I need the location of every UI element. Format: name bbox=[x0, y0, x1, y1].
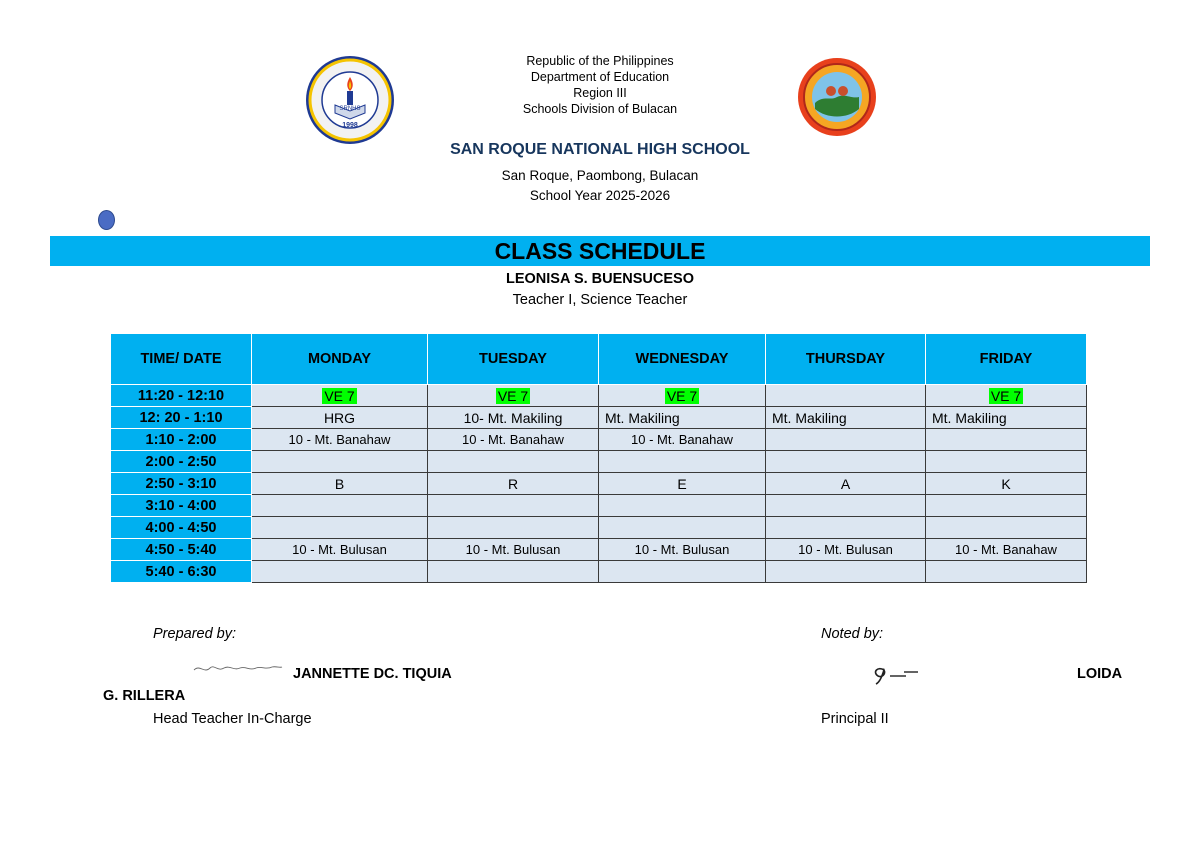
noter-name-first: LOIDA bbox=[1077, 666, 1123, 682]
schedule-cell bbox=[926, 495, 1087, 517]
schedule-cell bbox=[428, 451, 599, 473]
schedule-cell bbox=[926, 517, 1087, 539]
schedule-cell: Mt. Makiling bbox=[599, 407, 766, 429]
schedule-cell bbox=[252, 385, 428, 407]
gov-line-deped: Department of Education bbox=[530, 70, 670, 84]
schedule-cell: B bbox=[252, 473, 428, 495]
schedule-cell bbox=[926, 429, 1087, 451]
schedule-cell: 10 - Mt. Banahaw bbox=[599, 429, 766, 451]
header-time-date: TIME/ DATE bbox=[111, 334, 252, 385]
schedule-cell bbox=[252, 561, 428, 583]
table-row bbox=[111, 561, 1087, 583]
schedule-cell: 10 - Mt. Banahaw bbox=[252, 429, 428, 451]
schedule-cell: 10 - Mt. Bulusan bbox=[766, 539, 926, 561]
noter-title: Principal II bbox=[821, 711, 889, 727]
prepared-by-label: Prepared by: bbox=[153, 626, 237, 642]
table-row bbox=[111, 429, 1087, 451]
schedule-cell: 10 - Mt. Banahaw bbox=[428, 429, 599, 451]
division-seal-logo bbox=[797, 57, 877, 137]
schedule-cell bbox=[599, 517, 766, 539]
schedule-cell bbox=[252, 495, 428, 517]
schedule-cell: Mt. Makiling bbox=[926, 407, 1087, 429]
schedule-cell bbox=[428, 385, 599, 407]
bullet-marker bbox=[98, 210, 115, 230]
school-year: School Year 2025-2026 bbox=[529, 188, 671, 203]
teacher-position: Teacher I, Science Teacher bbox=[512, 292, 688, 308]
schedule-cell: 10- Mt. Makiling bbox=[428, 407, 599, 429]
time-cell: 12: 20 - 1:10 bbox=[111, 407, 252, 429]
schedule-cell: HRG bbox=[252, 407, 428, 429]
schedule-cell bbox=[926, 385, 1087, 407]
schedule-cell: 10 - Mt. Banahaw bbox=[926, 539, 1087, 561]
government-header bbox=[440, 53, 760, 117]
preparer-title: Head Teacher In-Charge bbox=[153, 711, 312, 727]
table-header-row bbox=[111, 334, 1087, 385]
school-name: SAN ROQUE NATIONAL HIGH SCHOOL bbox=[450, 141, 750, 158]
table-row bbox=[111, 473, 1087, 495]
schedule-cell bbox=[252, 517, 428, 539]
highlighted-class: VE 7 bbox=[666, 387, 698, 404]
schedule-cell bbox=[766, 385, 926, 407]
schedule-cell bbox=[926, 561, 1087, 583]
noter-name-last: G. RILLERA bbox=[103, 688, 186, 704]
time-cell: 4:00 - 4:50 bbox=[111, 517, 252, 539]
schedule-cell bbox=[766, 451, 926, 473]
table-row bbox=[111, 385, 1087, 407]
schedule-cell: Mt. Makiling bbox=[766, 407, 926, 429]
schedule-cell bbox=[428, 561, 599, 583]
gov-line-division: Schools Division of Bulacan bbox=[522, 102, 678, 116]
principal-signature bbox=[870, 664, 922, 686]
time-cell: 4:50 - 5:40 bbox=[111, 539, 252, 561]
header-monday: MONDAY bbox=[252, 334, 428, 385]
teacher-name: LEONISA S. BUENSUCESO bbox=[506, 271, 694, 287]
highlighted-class: VE 7 bbox=[990, 387, 1022, 404]
schedule-cell bbox=[766, 495, 926, 517]
school-seal-logo bbox=[305, 55, 395, 145]
schedule-title-banner: CLASS SCHEDULE bbox=[50, 236, 1150, 266]
svg-text:1998: 1998 bbox=[342, 122, 358, 129]
schedule-cell bbox=[428, 495, 599, 517]
schedule-cell bbox=[599, 385, 766, 407]
schedule-cell: A bbox=[766, 473, 926, 495]
table-row bbox=[111, 451, 1087, 473]
class-schedule-table bbox=[110, 333, 1087, 583]
gov-line-region: Region III bbox=[573, 86, 627, 100]
time-cell: 2:50 - 3:10 bbox=[111, 473, 252, 495]
time-cell: 5:40 - 6:30 bbox=[111, 561, 252, 583]
header-tuesday: TUESDAY bbox=[428, 334, 599, 385]
highlighted-class: VE 7 bbox=[324, 387, 355, 404]
gov-line-republic: Republic of the Philippines bbox=[526, 54, 674, 68]
schedule-cell bbox=[428, 517, 599, 539]
table-row bbox=[111, 495, 1087, 517]
schedule-cell: E bbox=[599, 473, 766, 495]
time-cell: 3:10 - 4:00 bbox=[111, 495, 252, 517]
header-wednesday: WEDNESDAY bbox=[599, 334, 766, 385]
time-cell: 11:20 - 12:10 bbox=[111, 385, 252, 407]
schedule-cell bbox=[766, 561, 926, 583]
time-cell: 1:10 - 2:00 bbox=[111, 429, 252, 451]
schedule-cell bbox=[599, 495, 766, 517]
school-address: San Roque, Paombong, Bulacan bbox=[501, 168, 699, 183]
table-row bbox=[111, 539, 1087, 561]
preparer-signature bbox=[192, 660, 284, 676]
header-friday: FRIDAY bbox=[926, 334, 1087, 385]
school-address-block bbox=[400, 166, 800, 206]
schedule-cell bbox=[926, 451, 1087, 473]
schedule-cell bbox=[599, 451, 766, 473]
schedule-cell bbox=[766, 517, 926, 539]
schedule-cell: 10 - Mt. Bulusan bbox=[428, 539, 599, 561]
schedule-cell bbox=[599, 561, 766, 583]
header-thursday: THURSDAY bbox=[766, 334, 926, 385]
time-cell: 2:00 - 2:50 bbox=[111, 451, 252, 473]
schedule-cell: K bbox=[926, 473, 1087, 495]
schedule-cell bbox=[252, 451, 428, 473]
schedule-cell: 10 - Mt. Bulusan bbox=[252, 539, 428, 561]
highlighted-class: VE 7 bbox=[497, 387, 529, 404]
svg-text:SRNHS: SRNHS bbox=[339, 106, 361, 112]
preparer-name: JANNETTE DC. TIQUIA bbox=[293, 666, 452, 682]
table-row bbox=[111, 517, 1087, 539]
schedule-cell bbox=[766, 429, 926, 451]
table-row bbox=[111, 407, 1087, 429]
schedule-cell: 10 - Mt. Bulusan bbox=[599, 539, 766, 561]
schedule-cell: R bbox=[428, 473, 599, 495]
noted-by-label: Noted by: bbox=[821, 626, 884, 642]
